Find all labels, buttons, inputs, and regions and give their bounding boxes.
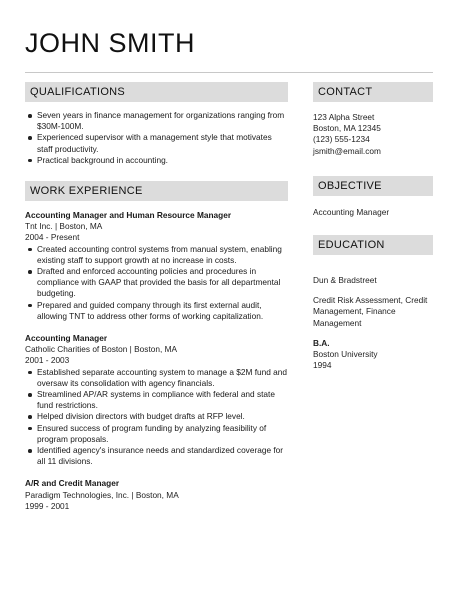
- education-heading: EDUCATION: [313, 235, 433, 255]
- education-school: Boston University: [313, 349, 378, 360]
- job-dates: 2004 - Present: [25, 232, 80, 243]
- job-bullets: [25, 244, 288, 322]
- header-divider: [25, 72, 433, 73]
- job-title: Accounting Manager and Human Resource Manager: [25, 210, 232, 221]
- contact-block: [313, 112, 433, 157]
- education-program: Credit Risk Assessment, Credit Management, Finance Management: [313, 295, 428, 328]
- job-entry: [25, 478, 288, 512]
- list-item: Prepared and guided company through its first external audit, allowing TNT to address other forms of working capitalization.: [25, 300, 288, 322]
- list-item: Drafted and enforced accounting policies and procedures in compliance with GAAP that provided the basis for all departmental budgeting.: [25, 266, 288, 300]
- resume-name: JOHN SMITH: [25, 28, 195, 58]
- job-entry: [25, 210, 288, 322]
- contact-address-line2: Boston, MA 12345: [313, 123, 381, 134]
- contact-heading: CONTACT: [313, 82, 433, 102]
- list-item: Created accounting control systems from manual system, enabling existing staff to support growth at no increase in costs.: [25, 244, 288, 266]
- job-company: Paradigm Technologies, Inc. | Boston, MA: [25, 489, 179, 500]
- education-school: Dun & Bradstreet: [313, 275, 377, 286]
- work-experience-heading: WORK EXPERIENCE: [25, 181, 288, 201]
- list-item: Identified agency's insurance needs and standardized coverage for all 11 divisions.: [25, 445, 288, 467]
- list-item: Practical background in accounting.: [25, 155, 288, 166]
- job-dates: 2001 - 2003: [25, 355, 70, 366]
- objective-heading: OBJECTIVE: [313, 176, 433, 196]
- list-item: Ensured success of program funding by analyzing feasibility of program proposals.: [25, 423, 288, 445]
- job-entry: [25, 333, 288, 467]
- list-item: Streamlined AP/AR systems in compliance with federal and state fund restrictions.: [25, 389, 288, 411]
- education-degree: B.A.: [313, 337, 330, 348]
- qualifications-heading: QUALIFICATIONS: [25, 82, 288, 102]
- job-company: Tnt Inc. | Boston, MA: [25, 221, 103, 232]
- list-item: Established separate accounting system to manage a $2M fund and oversaw its consolidation with agency financials.: [25, 367, 288, 389]
- list-item: Helped division directors with budget drafts at RFP level.: [25, 411, 288, 422]
- job-bullets: [25, 367, 288, 468]
- objective-text: Accounting Manager: [313, 206, 390, 217]
- job-dates: 1999 - 2001: [25, 500, 70, 511]
- education-year: 1994: [313, 360, 332, 371]
- list-item: Seven years in finance management for organizations ranging from $30M-100M.: [25, 110, 288, 132]
- right-column: [313, 82, 433, 371]
- job-company: Catholic Charities of Boston | Boston, MA: [25, 344, 178, 355]
- left-column: [25, 82, 288, 512]
- job-title: A/R and Credit Manager: [25, 478, 120, 489]
- list-item: Experienced supervisor with a management style that motivates staff productivity.: [25, 132, 288, 154]
- contact-email: jsmith@email.com: [313, 145, 381, 156]
- contact-phone: (123) 555-1234: [313, 134, 370, 145]
- qualifications-list: [25, 110, 288, 166]
- job-title: Accounting Manager: [25, 333, 108, 344]
- contact-address-line1: 123 Alpha Street: [313, 112, 375, 122]
